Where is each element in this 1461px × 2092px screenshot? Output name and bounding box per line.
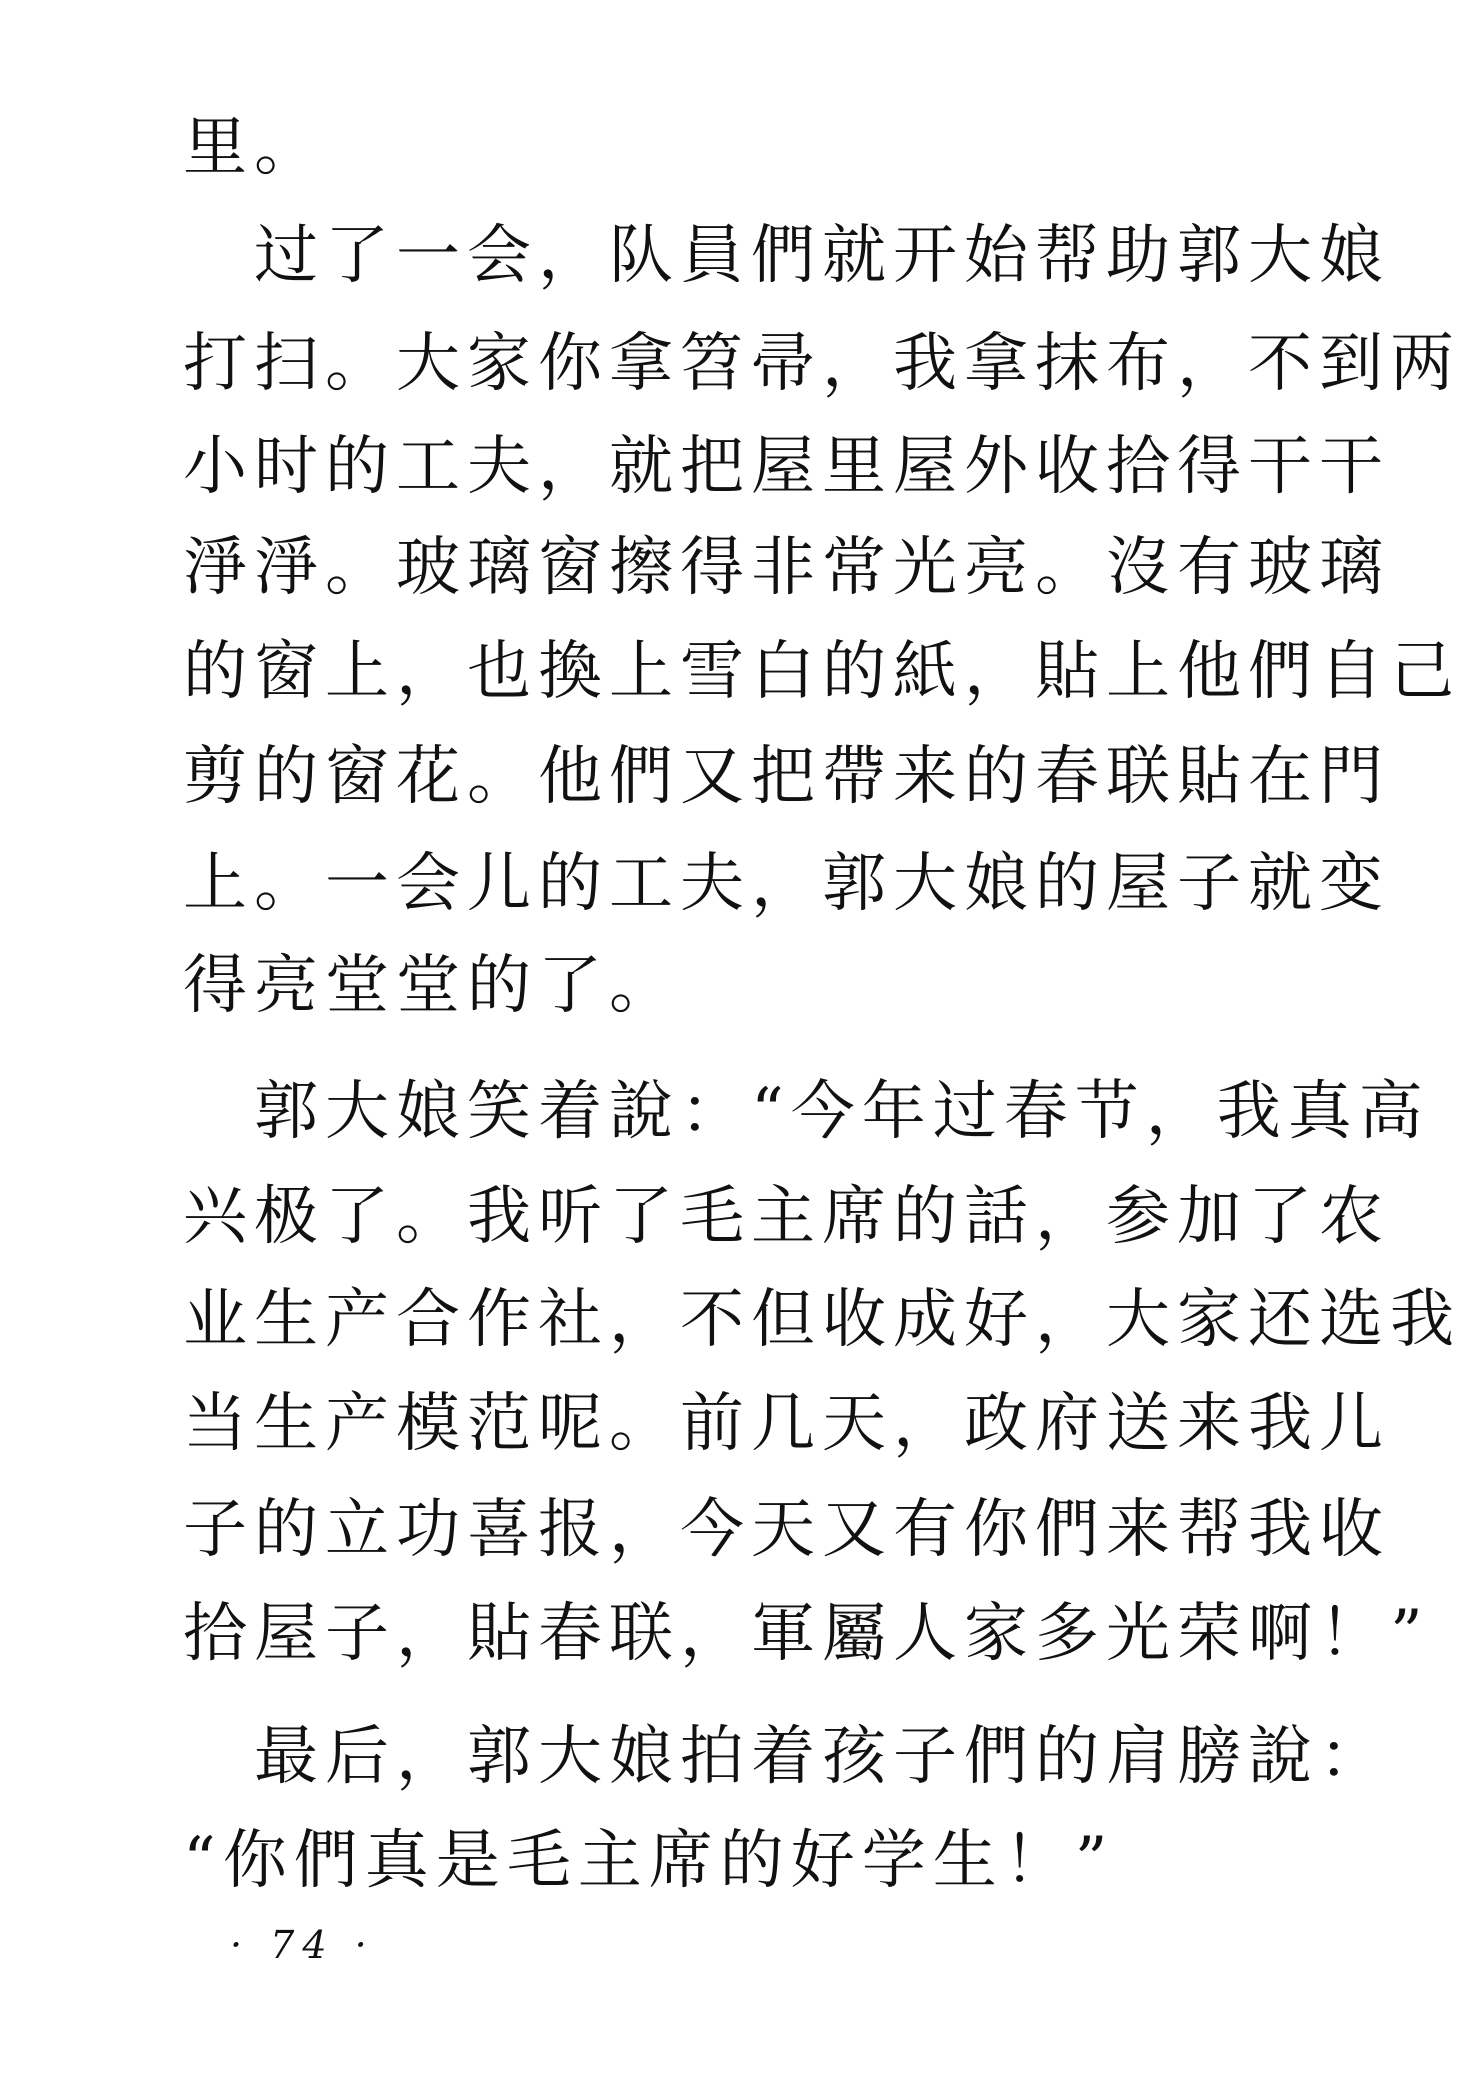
text-line-16: 最后，郭大娘拍着孩子們的肩膀說：: [183, 1720, 1390, 1794]
text-line-7: 剪的窗花。他們又把帶来的春联貼在門: [183, 740, 1390, 814]
text-line-3: 打扫。大家你拿笤帚，我拿抹布，不到两: [183, 327, 1461, 401]
text-line-9: 得亮堂堂的了。: [183, 949, 680, 1023]
text-line-1: 里。: [183, 111, 325, 185]
text-line-12: 业生产合作社，不但收成好，大家还选我: [183, 1283, 1461, 1357]
text-line-15: 拾屋子，貼春联，軍屬人家多光荣啊！”: [183, 1597, 1430, 1671]
text-line-4: 小时的工夫，就把屋里屋外收拾得干干: [183, 430, 1390, 504]
text-line-14: 子的立功喜报，今天又有你們来帮我收: [183, 1493, 1390, 1567]
text-line-6: 的窗上，也換上雪白的紙，貼上他們自己: [183, 635, 1461, 709]
text-line-13: 当生产模范呢。前几天，政府送来我儿: [183, 1387, 1390, 1461]
text-line-17: “你們真是毛主席的好学生！”: [183, 1824, 1115, 1898]
text-line-2: 过了一会，队員們就开始帮助郭大娘: [183, 219, 1390, 293]
text-line-10: 郭大娘笑着說：“今年过春节，我真高: [183, 1075, 1430, 1149]
page-number: · 74 ·: [230, 1923, 375, 1967]
text-line-8: 上。一会儿的工夫，郭大娘的屋子就变: [183, 847, 1390, 921]
text-line-5: 淨淨。玻璃窗擦得非常光亮。沒有玻璃: [183, 531, 1390, 605]
text-line-11: 兴极了。我听了毛主席的話，参加了农: [183, 1180, 1390, 1254]
